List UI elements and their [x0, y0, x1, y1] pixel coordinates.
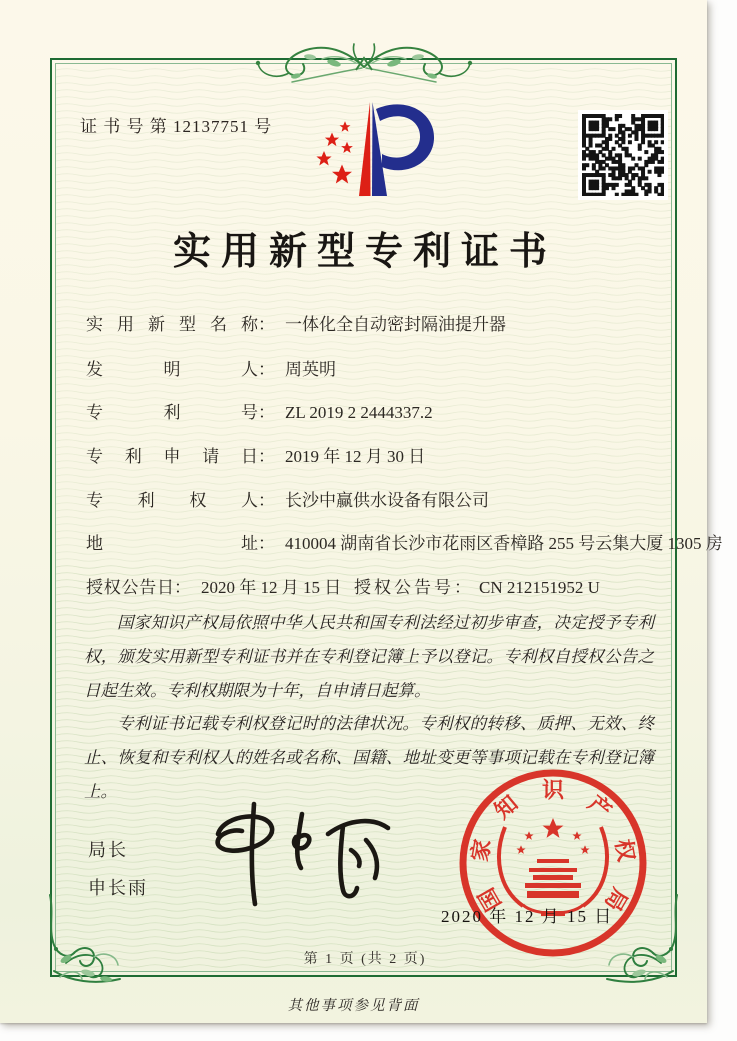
back-note: 其他事项参见背面 — [287, 998, 420, 1014]
field-value: 长沙中赢供水设备有限公司 — [285, 491, 489, 510]
logo-stars — [316, 121, 353, 183]
field-label: 实用新型名称 — [86, 315, 258, 334]
director-block — [88, 836, 148, 912]
grant-date-value: 2020 年 12 月 15 日 — [201, 578, 342, 597]
logo-spike-red — [359, 102, 371, 196]
field-row-filing-date: 专利申请日： 2019 年 12 月 30 日 — [86, 442, 652, 466]
seal-char: 知 — [489, 790, 523, 824]
grant-no-group: 授权公告号： CN 212151952 U — [354, 578, 600, 597]
field-row-name: 实用新型名称： 一体化全自动密封隔油提升器 — [86, 310, 652, 334]
logo-p-bowl — [376, 104, 434, 170]
field-row-patentee: 专利权人： 长沙中赢供水设备有限公司 — [86, 486, 652, 510]
seal-char: 局 — [599, 883, 633, 916]
page-indicator: 第 1 页 (共 2 页) — [303, 952, 427, 967]
field-value: 周英明 — [285, 360, 336, 379]
qr-code — [578, 110, 668, 200]
field-label: 专利申请日 — [86, 447, 258, 466]
grant-date-label: 授权公告日 — [86, 578, 174, 597]
certificate-number: 证 书 号 第 12137751 号 — [80, 117, 273, 136]
top-floral-ornament — [244, 30, 484, 88]
seal-char: 识 — [541, 777, 565, 803]
seal-char: 产 — [583, 790, 617, 824]
seal-char: 国 — [473, 883, 507, 916]
seal-char: 权 — [610, 837, 640, 864]
grant-no-value: CN 212151952 U — [479, 578, 600, 597]
certificate-title: 实用新型专利证书 — [172, 231, 557, 273]
seal-char: 家 — [466, 837, 496, 864]
grant-no-label: 授权公告号 — [354, 578, 454, 597]
field-label: 专利号 — [86, 403, 258, 422]
field-row-inventor: 发明人： 周英明 — [86, 355, 652, 379]
official-seal — [455, 765, 651, 961]
field-value: ZL 2019 2 2444337.2 — [285, 403, 433, 422]
paragraph-register-statement: 专利证书记载专利权登记时的法律状况。专利权的转移、质押、无效、终止、恢复和专利权人的姓名或名称、国籍、地址变更等事项记载在专利登记簿上。 — [84, 714, 654, 802]
field-label: 专利权人 — [86, 491, 258, 510]
director-title: 局长 — [88, 840, 128, 860]
paragraph-grant-statement: 国家知识产权局依照中华人民共和国专利法经过初步审查，决定授予专利权，颁发实用新型专利证书并在专利登记簿上予以登记。专利权自授权公告之日起生效。专利权期限为十年，自申请日起算。 — [84, 613, 654, 700]
field-row-grant: 授权公告日： 2020 年 12 月 15 日 授权公告号： CN 212151952 U — [86, 573, 652, 597]
field-value: 410004 湖南省长沙市花雨区香樟路 255 号云集大厦 1305 房 — [285, 534, 723, 553]
seal-date: 2020 年 12 月 15 日 — [441, 907, 614, 926]
director-signature — [198, 798, 398, 910]
field-row-patent-no: 专利号： ZL 2019 2 2444337.2 — [86, 398, 652, 422]
field-row-address: 地址： 410004 湖南省长沙市花雨区香樟路 255 号云集大厦 1305 房 — [86, 529, 652, 553]
field-value: 一体化全自动密封隔油提升器 — [285, 315, 506, 334]
field-label: 地址 — [86, 534, 258, 553]
field-value: 2019 年 12 月 30 日 — [285, 447, 426, 466]
director-name: 申长雨 — [88, 878, 148, 898]
cnipa-logo — [302, 96, 442, 208]
field-label: 发明人 — [86, 360, 258, 379]
